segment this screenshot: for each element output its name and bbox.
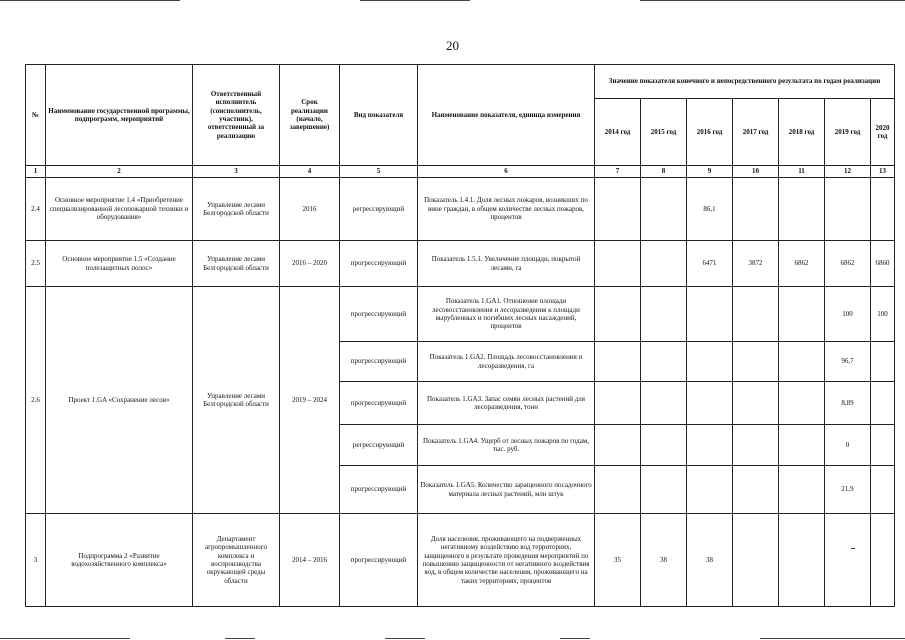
value-2016 — [687, 342, 733, 382]
row-responsible: Управление лесами Белгородской области — [193, 178, 280, 241]
column-number: 1 — [26, 166, 46, 178]
column-numbers-row — [26, 166, 895, 178]
column-number: 13 — [871, 166, 895, 178]
row-indicator: Показатель 1.GA4. Ущерб от лесных пожаров по годам, тыс. руб. — [418, 425, 595, 466]
value-2020 — [871, 466, 895, 514]
row-indicator: Показатель 1.4.1. Доля лесных пожаров, возникших по вине граждан, в общем количестве лесных пожаров, процентов — [418, 178, 595, 241]
header-year: 2016 год — [687, 99, 733, 166]
value-2018 — [779, 514, 825, 607]
row-kind: прогрессирующий — [340, 466, 418, 514]
header-year: 2014 год — [595, 99, 641, 166]
value-2017 — [733, 514, 779, 607]
value-2014 — [595, 466, 641, 514]
value-2017: 3872 — [733, 241, 779, 287]
top-border-line — [640, 0, 905, 1]
header-year: 2019 год — [825, 99, 871, 166]
value-2015 — [641, 425, 687, 466]
column-number: 3 — [193, 166, 280, 178]
value-2014: 35 — [595, 514, 641, 607]
bottom-border-line — [0, 638, 130, 639]
header-term: Срок реализации (начало, завершение) — [280, 65, 340, 166]
row-kind: прогрессирующий — [340, 342, 418, 382]
value-2020 — [871, 342, 895, 382]
row-num: 2.4 — [26, 178, 46, 241]
row-kind: прогрессирующий — [340, 287, 418, 342]
header-year: 2018 год — [779, 99, 825, 166]
header-year: 2020 год — [871, 99, 895, 166]
row-kind: регрессирующий — [340, 425, 418, 466]
column-number: 8 — [641, 166, 687, 178]
value-2016 — [687, 466, 733, 514]
top-border-line — [0, 0, 180, 1]
row-program-name: Проект 1.GA «Сохранение лесов» — [46, 287, 193, 514]
column-number: 10 — [733, 166, 779, 178]
value-2020: 100 — [871, 287, 895, 342]
bottom-border-line — [560, 638, 590, 639]
value-2020 — [871, 178, 895, 241]
row-kind: прогрессирующий — [340, 241, 418, 287]
row-indicator: Доля населения, проживающего на подверженных негативному воздействию вод территориях, защищенного в результате проведения мероприятий по повышению защищенности от негативного воздействия вод, в общем количестве населения, проживающего на таких территориях, процентов — [418, 514, 595, 607]
header-num: № — [26, 65, 46, 166]
column-number: 12 — [825, 166, 871, 178]
row-kind: прогрессирующий — [340, 382, 418, 425]
value-2017 — [733, 178, 779, 241]
value-2019: 6862 — [825, 241, 871, 287]
row-program-name: Основное мероприятие 1.4 «Приобретение специализированной лесопожарной техники и оборудования» — [46, 178, 193, 241]
column-number: 2 — [46, 166, 193, 178]
row-indicator: Показатель 1.5.1. Увеличение площади, покрытой лесами, га — [418, 241, 595, 287]
page-number: 20 — [446, 38, 459, 53]
value-2019: 0 — [825, 425, 871, 466]
row-kind: прогрессирующий — [340, 514, 418, 607]
row-indicator: Показатель 1.GA5. Количество заращенного посадочного материала лесных растений, млн штук — [418, 466, 595, 514]
value-2014 — [595, 241, 641, 287]
row-indicator: Показатель 1.GA3. Запас семян лесных растений для лесоразведения, тонн — [418, 382, 595, 425]
row-indicator: Показатель 1.GA1. Отношение площади лесовосстановления и лесоразведения к площади вырубленных и погибших лесных насаждений, процентов — [418, 287, 595, 342]
column-number: 6 — [418, 166, 595, 178]
row-num: 3 — [26, 514, 46, 607]
value-2019: 96,7 — [825, 342, 871, 382]
row-term: 2016 — [280, 178, 340, 241]
value-2015 — [641, 287, 687, 342]
value-2020 — [871, 382, 895, 425]
row-responsible: Управление лесами Белгородской области — [193, 287, 280, 514]
row-responsible: Управление лесами Белгородской области — [193, 241, 280, 287]
value-2020 — [871, 425, 895, 466]
value-2017 — [733, 287, 779, 342]
table-row — [26, 514, 895, 607]
value-2014 — [595, 382, 641, 425]
top-border-line — [360, 0, 470, 1]
value-2015 — [641, 382, 687, 425]
value-2015 — [641, 241, 687, 287]
value-2019 — [825, 178, 871, 241]
header-responsible: Ответственный исполнитель (соисполнитель, участник), ответственный за реализацию — [193, 65, 280, 166]
column-number: 11 — [779, 166, 825, 178]
header-row — [26, 65, 895, 99]
value-2016: 38 — [687, 514, 733, 607]
indicators-table — [25, 64, 895, 607]
scan-mark — [851, 548, 855, 549]
header-program: Наименование государственной программы, подпрограмм, мероприятий — [46, 65, 193, 166]
value-2017 — [733, 425, 779, 466]
value-2016 — [687, 287, 733, 342]
row-indicator: Показатель 1.GA2. Площадь лесовосстановления и лесоразведения, га — [418, 342, 595, 382]
value-2017 — [733, 382, 779, 425]
value-2020 — [871, 514, 895, 607]
value-2018 — [779, 382, 825, 425]
column-number: 4 — [280, 166, 340, 178]
value-2020: 6860 — [871, 241, 895, 287]
value-2015 — [641, 178, 687, 241]
column-number: 7 — [595, 166, 641, 178]
value-2018 — [779, 425, 825, 466]
value-2016: 6471 — [687, 241, 733, 287]
bottom-border-line — [385, 638, 425, 639]
column-number: 5 — [340, 166, 418, 178]
value-2016 — [687, 382, 733, 425]
value-2019 — [825, 514, 871, 607]
table-row — [26, 287, 895, 342]
value-2019: 100 — [825, 287, 871, 342]
row-responsible: Департамент агропромышленного комплекса и воспроизводства окружающей среды области — [193, 514, 280, 607]
value-2018 — [779, 287, 825, 342]
table-row — [26, 241, 895, 287]
value-2018 — [779, 466, 825, 514]
value-2014 — [595, 342, 641, 382]
row-num: 2.5 — [26, 241, 46, 287]
bottom-border-line — [225, 638, 255, 639]
value-2014 — [595, 425, 641, 466]
header-kind: Вид показателя — [340, 65, 418, 166]
value-2015 — [641, 466, 687, 514]
value-2018: 6862 — [779, 241, 825, 287]
row-term: 2019 – 2024 — [280, 287, 340, 514]
value-2014 — [595, 287, 641, 342]
value-2018 — [779, 342, 825, 382]
row-num: 2.6 — [26, 287, 46, 514]
header-year: 2017 год — [733, 99, 779, 166]
row-kind: регрессирующий — [340, 178, 418, 241]
column-number: 9 — [687, 166, 733, 178]
row-term: 2014 – 2016 — [280, 514, 340, 607]
table-row — [26, 178, 895, 241]
header-year: 2015 год — [641, 99, 687, 166]
value-2015 — [641, 342, 687, 382]
value-2017 — [733, 466, 779, 514]
value-2019: 8,89 — [825, 382, 871, 425]
value-2014 — [595, 178, 641, 241]
value-2017 — [733, 342, 779, 382]
value-2019: 21,9 — [825, 466, 871, 514]
value-2016: 86,1 — [687, 178, 733, 241]
row-term: 2016 – 2020 — [280, 241, 340, 287]
value-2015: 38 — [641, 514, 687, 607]
value-2016 — [687, 425, 733, 466]
row-program-name: Подпрограмма 2 «Развитие водохозяйственного комплекса» — [46, 514, 193, 607]
bottom-border-line — [760, 638, 905, 639]
row-program-name: Основное мероприятие 1.5 «Создание полезащитных полос» — [46, 241, 193, 287]
value-2018 — [779, 178, 825, 241]
header-indicator: Наименование показателя, единица измерения — [418, 65, 595, 166]
header-values-group: Значение показателя конечного и непосредственного результата по годам реализации — [595, 65, 895, 99]
